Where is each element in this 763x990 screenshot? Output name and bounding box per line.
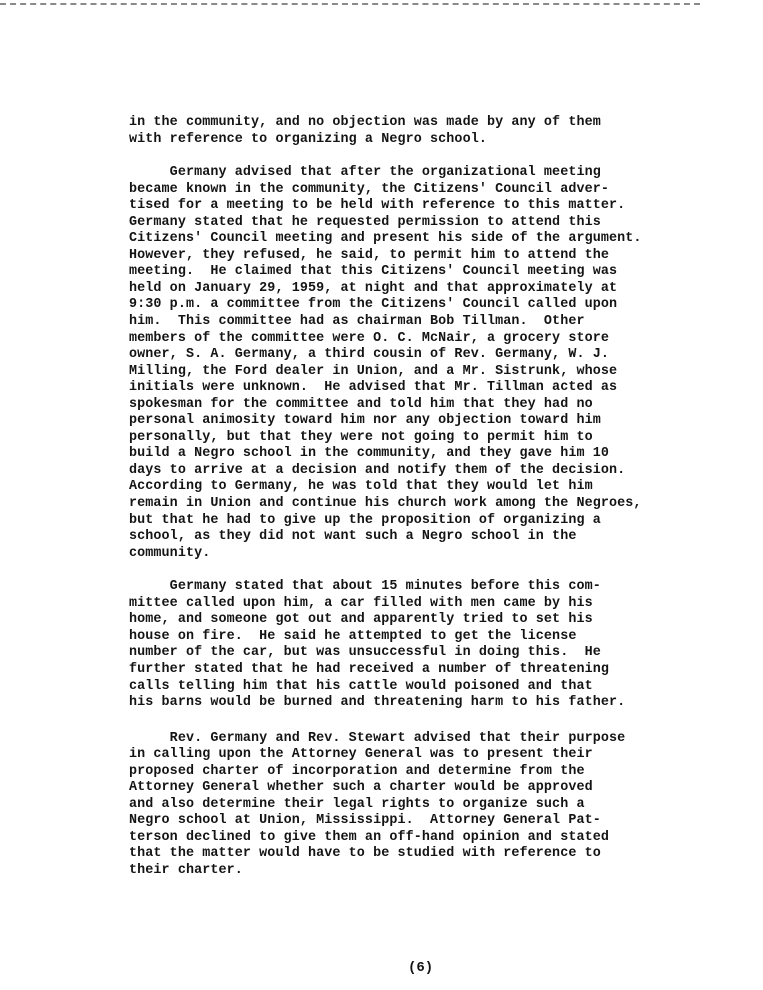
paragraph-gap bbox=[129, 562, 689, 579]
paragraph-attorney-general: Rev. Germany and Rev. Stewart advised that their purpose in calling upon the Attorney General was to present their proposed charter of incorporation and determine from the Attorney General whether such a charter would be approved and also determine their legal rights to organize such a Negro school at Union, Mississippi. Attorney General Pat- terson declined to give them an off-hand opinion and stated that the matter would have to be studied with reference to their charter. bbox=[129, 730, 626, 878]
document-body bbox=[129, 115, 689, 880]
paragraph-citizens-council: Germany advised that after the organizational meeting became known in the community, the Citizens' Council adver- tised for a meeting to be held with reference to this matter. Germany stated that he requested permission to attend this Citizens' Council meeting and present his side of the argument. However, they refused, he said, to permit him to attend the meeting. He claimed that this Citizens' Council meeting was held on January 29, 1959, at night and that approximately at 9:30 p.m. a committee from the Citizens' Council called upon him. This committee had as chairman Bob Tillman. Other members of the committee were O. C. McNair, a grocery store owner, S. A. Germany, a third cousin of Rev. Germany, W. J. Milling, the Ford dealer in Union, and a Mr. Sistrunk, whose initials were unknown. He advised that Mr. Tillman acted as spokesman for the committee and told him that they had no personal animosity toward him nor any objection toward him personally, but that they were not going to permit him to build a Negro school in the community, and they gave him 10 days to arrive at a decision and notify them of the decision. According to Germany, he was told that they would let him remain in Union and continue his church work among the Negroes, but that he had to give up the proposition of organizing a school, as they did not want such a Negro school in the community. bbox=[129, 165, 642, 561]
paragraph-threats: Germany stated that about 15 minutes before this com- mittee called upon him, a car filled with men came by his home, and someone got out and apparently tried to set his house on fire. He said he attempted to get the license number of the car, but was unsuccessful in doing this. He further stated that he had received a number of threatening calls telling him that his cattle would poisoned and that his barns would be burned and threatening harm to his father. bbox=[129, 579, 626, 711]
paragraph-continuation: in the community, and no objection was made by any of them with reference to organizing a Negro school. bbox=[129, 115, 601, 147]
paragraph-gap bbox=[129, 148, 689, 165]
page-number: (6) bbox=[408, 960, 434, 976]
top-scan-rule bbox=[0, 3, 700, 5]
paragraph-gap bbox=[129, 712, 689, 731]
